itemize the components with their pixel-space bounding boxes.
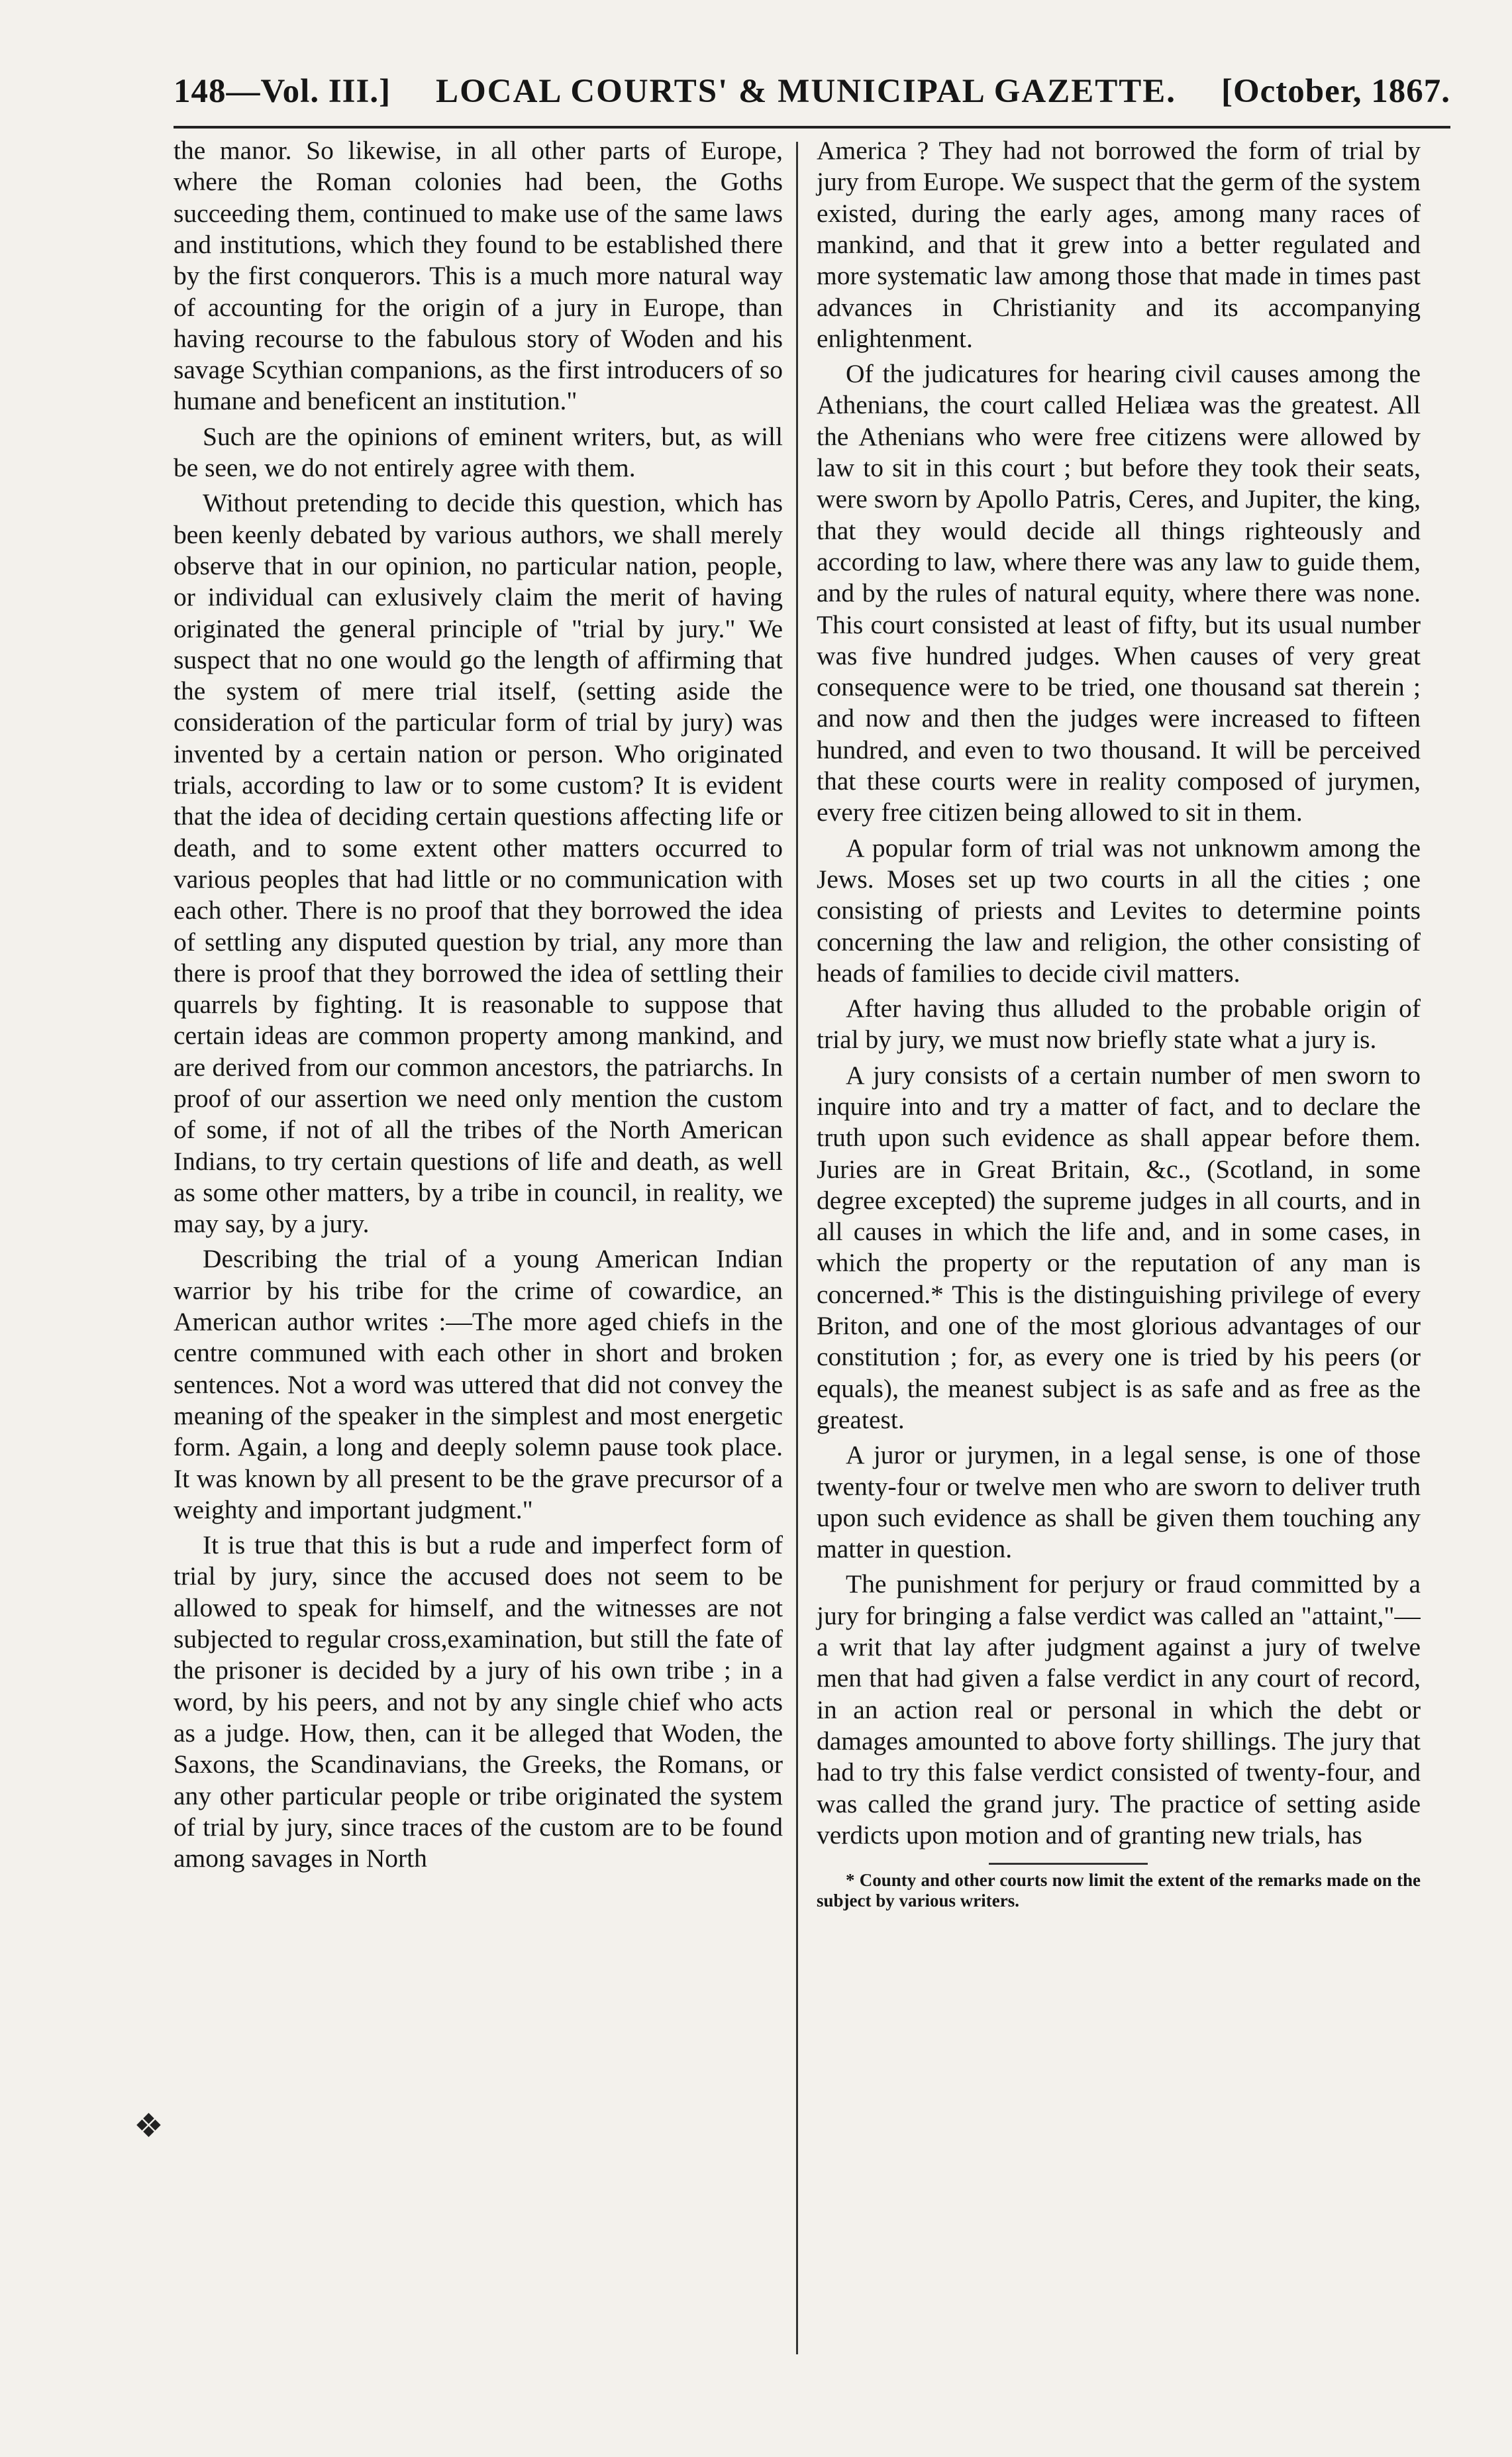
right-column — [798, 135, 1421, 2374]
paragraph: The punishment for perjury or fraud committed by a jury for bringing a false verdict was called an "attaint,"—a writ that lay after judgment against a jury of twelve men that had given a false verdict in any court of record, in an action real or personal in which the debt or damages amounted to above forty shillings. The jury that had to try this false verdict consisted of twenty-four, and was called the grand jury. The practice of setting aside verdicts upon motion and of granting new trials, has — [817, 1569, 1421, 1850]
margin-mark-icon: ❖ — [134, 2107, 164, 2144]
publication-title: LOCAL COURTS' & MUNICIPAL GAZETTE. — [436, 73, 1177, 110]
paragraph: After having thus alluded to the probable origin of trial by jury, we must now briefly state what a jury is. — [817, 994, 1421, 1055]
paragraph: A juror or jurymen, in a legal sense, is one of those twenty-four or twelve men who are sworn to deliver truth upon such evidence as shall be given them touching any matter in question. — [817, 1440, 1421, 1564]
header-rule — [174, 126, 1450, 129]
paragraph: Without pretending to decide this question, which has been keenly debated by various authors, we shall merely observe that in our opinion, no particular nation, people, or individual can exlusively claim the merit of having originated the general principle of "trial by jury." We suspect that no one would go the length of affirming that the system of mere trial itself, (setting aside the consideration of the particular form of trial by jury) was invented by a certain nation or person. Who originated trials, according to law or to some custom? It is evident that the idea of deciding certain questions affecting life or death, and to some extent other matters occurred to various peoples that had little or no communication with each other. There is no proof that they borrowed the idea of settling any disputed question by trial, any more than there is proof that they borrowed the idea of settling their quarrels by fighting. It is reasonable to suppose that certain ideas are common property among mankind, and are derived from our common ancestors, the patriarchs. In proof of our assertion we need only mention the custom of some, if not of all the tribes of the North American Indians, to try certain questions of life and death, as well as some other matters, by a tribe in council, in reality, we may say, by a jury. — [174, 488, 783, 1239]
paragraph: Of the judicatures for hearing civil causes among the Athenians, the court called Heliæa was the greatest. All the Athenians who were free citizens were allowed by law to sit in this court ; but before they took their seats, were sworn by Apollo Patris, Ceres, and Jupiter, the king, that they would decide all things righteously and according to law, where there was any law to guide them, and by the rules of natural equity, where there was none. This court consisted at least of fifty, but its usual number was five hundred judges. When causes of very great consequence were to be tried, one thousand sat therein ; and now and then the judges were increased to fifteen hundred, and even to two thousand. It will be perceived that these courts were in reality composed of jurymen, every free citizen being allowed to sit in them. — [817, 359, 1421, 827]
paragraph: It is true that this is but a rude and imperfect form of trial by jury, since the accused does not seem to be allowed to speak for himself, and the witnesses are not subjected to regular cross,examination, but still the fate of the prisoner is decided by a jury of his own tribe ; in a word, by his peers, and not by any single chief who acts as a judge. How, then, can it be alleged that Woden, the Saxons, the Scandinavians, the Greeks, the Romans, or any other particular people or tribe originated the system of trial by jury, since traces of the custom are to be found among savages in North — [174, 1530, 783, 1873]
page-reference: 148—Vol. III.] — [174, 73, 391, 110]
issue-date: [October, 1867. — [1221, 73, 1450, 110]
paragraph: Such are the opinions of eminent writers, but, as will be seen, we do not entirely agree with them. — [174, 421, 783, 483]
paragraph: America ? They had not borrowed the form of trial by jury from Europe. We suspect that the germ of the system existed, during the early ages, among many races of mankind, and that it grew into a better regulated and more systematic law among those that made in times past advances in Christianity and its accompanying enlightenment. — [817, 136, 1421, 353]
paragraph: A jury consists of a certain number of men sworn to inquire into and try a matter of fact, and to declare the truth upon such evidence as shall appear before them. Juries are in Great Britain, &c., (Scotland, in some degree excepted) the supreme judges in all courts, and in all causes in which the life and, and in some cases, in which the property or the reputation of any man is concerned.* This is the distinguishing privilege of every Briton, and one of the most glorious advantages of our constitution ; for, as every one is tried by his peers (or equals), the meanest subject is as safe and as free as the greatest. — [817, 1060, 1421, 1434]
footnote: * County and other courts now limit the extent of the remarks made on the subject by various writers. — [817, 1870, 1421, 1911]
article-columns — [174, 135, 1450, 2374]
left-column — [174, 135, 796, 2374]
paragraph: A popular form of trial was not unknowm among the Jews. Moses set up two courts in all the cities ; one consisting of priests and Levites to determine points concerning the law and religion, the other consisting of heads of families to decide civil matters. — [817, 833, 1421, 988]
paragraph: Describing the trial of a young American Indian warrior by his tribe for the crime of cowardice, an American author writes :—The more aged chiefs in the centre communed with each other in short and broken sentences. Not a word was uttered that did not convey the meaning of the speaker in the simplest and most energetic form. Again, a long and deeply solemn pause took place. It was known by all present to be the grave precursor of a weighty and important judgment." — [174, 1244, 783, 1524]
footnote-rule — [989, 1863, 1148, 1865]
paragraph: the manor. So likewise, in all other parts of Europe, where the Roman colonies had been, the Goths succeeding them, continued to make use of the same laws and institutions, which they found to be established there by the first conquerors. This is a much more natural way of accounting for the origin of a jury in Europe, than having recourse to the fabulous story of Woden and his savage Scythian companions, as the first introducers of so humane and beneficent an institution." — [174, 136, 783, 416]
page-header — [174, 73, 1450, 110]
